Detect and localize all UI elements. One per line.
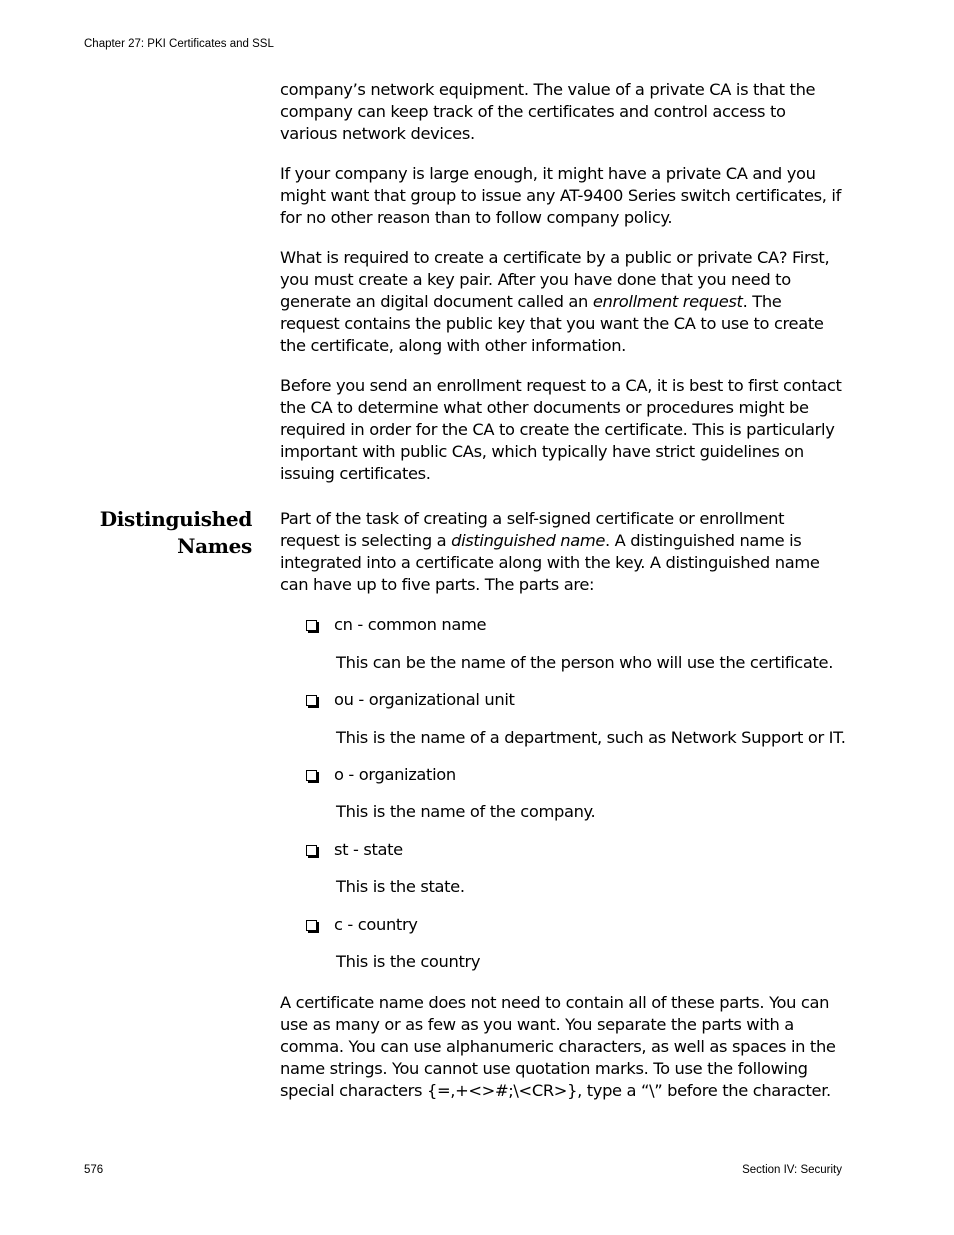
text-run: Part of the task of creating a self-signed certificate or enrollment request is selecting a [280, 509, 785, 550]
list-item-description: This is the name of the company. [336, 802, 596, 821]
section-heading-line: Distinguished [99, 507, 252, 531]
paragraph-text: A certificate name does not need to contain all of these parts. You can use as many or as few as you want. You separate the parts with a comma. You can use alphanumeric characters, as well as spaces in the name strings. You cannot use quotation marks. To use the following special characters {=,+<>#;\<CR>}, type a “\” before the character. [280, 993, 836, 1100]
checkbox-bullet-icon [306, 695, 317, 706]
running-footer-section: Section IV: Security [742, 1164, 842, 1176]
list-item [306, 839, 403, 861]
emphasis-term: distinguished name [451, 531, 606, 550]
list-item [306, 614, 486, 636]
checkbox-bullet-icon [306, 620, 317, 631]
paragraph-text [280, 508, 845, 596]
text-run: What is required to create a certificate by a public or private CA? First, you must create a key pair. After you have done that you need to generate an digital document called an [280, 248, 830, 311]
list-item [306, 689, 515, 711]
paragraph-text: If your company is large enough, it might have a private CA and you might want that group to issue any AT-9400 Series switch certificates, if for no other reason than to follow company policy. [280, 164, 841, 227]
list-item [306, 764, 456, 786]
list-item-label: ou - organizational unit [334, 690, 515, 709]
list-item-label: o - organization [334, 765, 456, 784]
checkbox-bullet-icon [306, 845, 317, 856]
list-item-description: This is the state. [336, 877, 465, 896]
list-item [306, 914, 418, 936]
section-heading [100, 506, 252, 560]
list-item-label: cn - common name [334, 615, 487, 634]
section-heading-line: Names [177, 534, 252, 558]
paragraph-text: Before you send an enrollment request to a CA, it is best to first contact the CA to determine what other documents or procedures might be required in order for the CA to create the certificate. This is particularly important with public CAs, which typically have strict guidelines on issuing certificates. [280, 376, 842, 483]
text-run: . The request contains the public key that you want the CA to use to create the certificate, along with other information. [280, 292, 824, 355]
list-item-label: st - state [334, 840, 403, 859]
page-number: 576 [84, 1164, 104, 1176]
paragraph-company-private-ca [280, 163, 845, 229]
paragraph-private-ca-value [280, 79, 845, 145]
emphasis-term: enrollment request [592, 292, 743, 311]
paragraph-text: company’s network equipment. The value of a private CA is that the company can keep track of the certificates and control access to various network devices. [280, 80, 816, 143]
list-item-description: This is the country [336, 952, 481, 971]
list-item-description: This is the name of a department, such as Network Support or IT. [336, 728, 846, 747]
list-item-description: This can be the name of the person who will use the certificate. [336, 653, 834, 672]
running-header: Chapter 27: PKI Certificates and SSL [84, 38, 274, 50]
paragraph-certificate-name-rules [280, 992, 845, 1102]
paragraph-enrollment-request [280, 247, 845, 357]
paragraph-contact-ca [280, 375, 845, 485]
checkbox-bullet-icon [306, 770, 317, 781]
text-run: . A distinguished name is integrated into a certificate along with the key. A distinguished name can have up to five parts. The parts are: [280, 531, 820, 594]
list-item-label: c - country [334, 915, 418, 934]
paragraph-text [280, 247, 845, 357]
checkbox-bullet-icon [306, 920, 317, 931]
paragraph-distinguished-name-intro [280, 508, 845, 596]
